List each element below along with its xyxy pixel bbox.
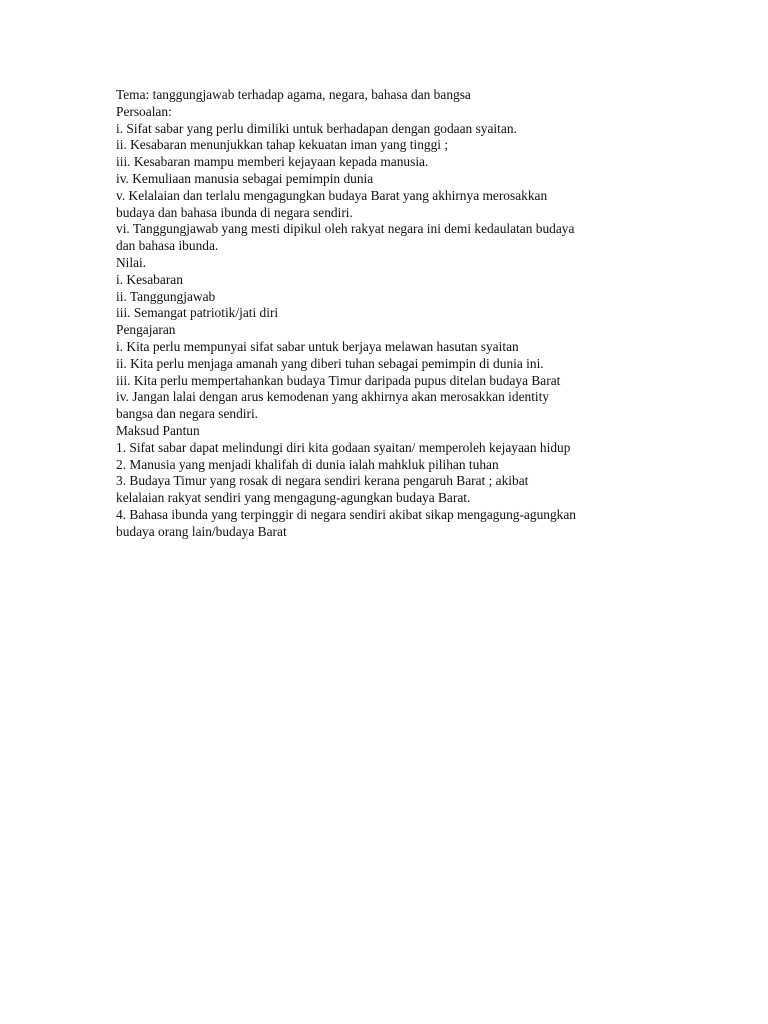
maksud-pantun-item: 1. Sifat sabar dapat melindungi diri kita godaan syaitan/ memperoleh kejayaan hidup: [116, 439, 571, 455]
pengajaran-item: ii. Kita perlu menjaga amanah yang diberi tuhan sebagai pemimpin di dunia ini.: [116, 355, 544, 371]
persoalan-item-continuation: dan bahasa ibunda.: [116, 238, 219, 254]
persoalan-item: iv. Kemuliaan manusia sebagai pemimpin dunia: [116, 170, 374, 186]
nilai-item: iii. Semangat patriotik/jati diri: [116, 305, 279, 321]
persoalan-item: ii. Kesabaran menunjukkan tahap kekuatan iman yang tinggi ;: [116, 137, 449, 153]
document-body: [116, 87, 656, 541]
maksud-pantun-item-continuation: kelalaian rakyat sendiri yang mengagung-agungkan budaya Barat.: [116, 490, 471, 506]
section-heading-pengajaran: Pengajaran: [116, 322, 176, 338]
maksud-pantun-item-continuation: budaya orang lain/budaya Barat: [116, 523, 287, 539]
maksud-pantun-item: 3. Budaya Timur yang rosak di negara sendiri kerana pengaruh Barat ; akibat: [116, 473, 529, 489]
pengajaran-item: iii. Kita perlu mempertahankan budaya Timur daripada pupus ditelan budaya Barat: [116, 372, 561, 388]
pengajaran-item-continuation: bangsa dan negara sendiri.: [116, 406, 259, 422]
nilai-item: i. Kesabaran: [116, 271, 183, 287]
pengajaran-item: i. Kita perlu mempunyai sifat sabar untuk berjaya melawan hasutan syaitan: [116, 338, 519, 354]
theme-line: Tema: tanggungjawab terhadap agama, negara, bahasa dan bangsa: [116, 87, 471, 102]
persoalan-item-continuation: budaya dan bahasa ibunda di negara sendiri.: [116, 204, 353, 220]
section-heading-persoalan: Persoalan:: [116, 103, 172, 119]
nilai-item: ii. Tanggungjawab: [116, 288, 216, 304]
persoalan-item: v. Kelalaian dan terlalu mengagungkan budaya Barat yang akhirnya merosakkan: [116, 187, 548, 203]
section-heading-nilai: Nilai.: [116, 254, 147, 270]
section-heading-maksud-pantun: Maksud Pantun: [116, 422, 200, 438]
maksud-pantun-item: 4. Bahasa ibunda yang terpinggir di negara sendiri akibat sikap mengagung-agungkan: [116, 506, 576, 522]
maksud-pantun-item: 2. Manusia yang menjadi khalifah di dunia ialah mahkluk pilihan tuhan: [116, 456, 499, 472]
persoalan-item: iii. Kesabaran mampu memberi kejayaan kepada manusia.: [116, 154, 429, 170]
persoalan-item: i. Sifat sabar yang perlu dimiliki untuk berhadapan dengan godaan syaitan.: [116, 120, 517, 136]
pengajaran-item: iv. Jangan lalai dengan arus kemodenan yang akhirnya akan merosakkan identity: [116, 389, 550, 405]
persoalan-item: vi. Tanggungjawab yang mesti dipikul oleh rakyat negara ini demi kedaulatan budaya: [116, 221, 575, 237]
